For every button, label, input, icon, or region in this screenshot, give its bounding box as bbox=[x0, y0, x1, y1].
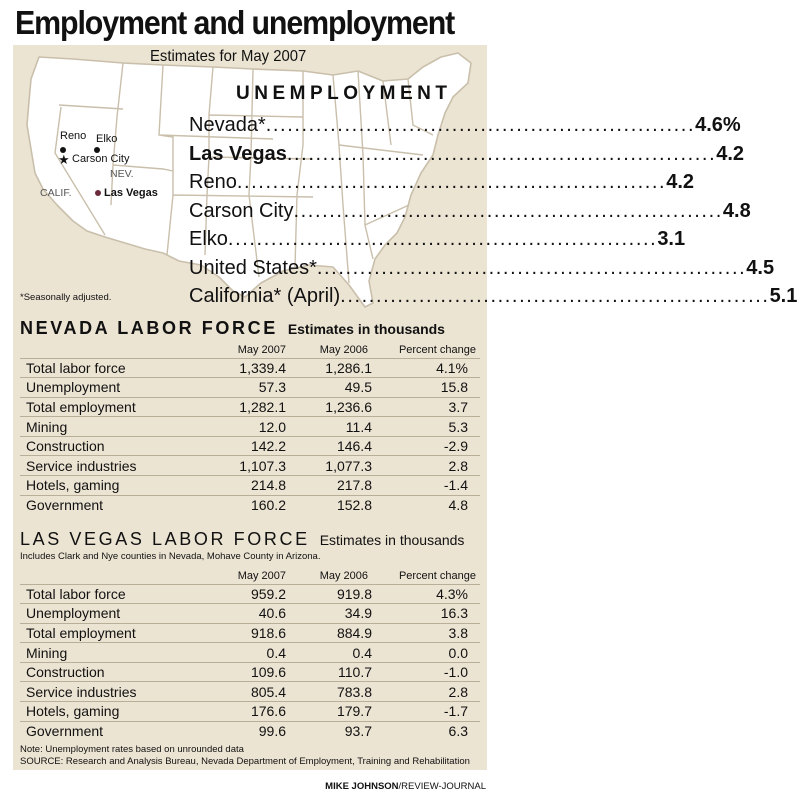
unrounded-note: Note: Unemployment rates based on unrounded data bbox=[20, 744, 244, 755]
nevada-labor-force-heading bbox=[20, 318, 445, 339]
rate-area-name: Elko bbox=[189, 228, 228, 250]
table-row bbox=[20, 702, 480, 722]
nevada-subheading: Estimates in thousands bbox=[287, 321, 445, 337]
rate-value: 4.2 bbox=[716, 142, 745, 165]
value-percent-change: 4.8 bbox=[448, 497, 468, 514]
value-may-2007: 160.2 bbox=[250, 497, 286, 514]
rate-value: 5.1 bbox=[769, 285, 797, 307]
value-may-2007: 918.6 bbox=[250, 624, 286, 641]
rate-value: 4.8 bbox=[722, 199, 751, 222]
table-row bbox=[20, 358, 480, 378]
column-header-may-2006: May 2006 bbox=[319, 343, 368, 356]
page-title: Employment and unemployment bbox=[15, 4, 455, 41]
value-may-2006: 919.8 bbox=[336, 585, 372, 602]
row-label: Government bbox=[26, 497, 104, 514]
value-may-2007: 176.6 bbox=[250, 703, 286, 720]
value-percent-change: -2.9 bbox=[443, 438, 468, 455]
rate-area-name: United States* bbox=[189, 256, 317, 279]
value-percent-change: 3.7 bbox=[448, 398, 468, 415]
rate-value: 4.6% bbox=[695, 114, 741, 136]
rate-value: 4.5 bbox=[746, 256, 775, 279]
unemployment-rate-row bbox=[189, 226, 686, 252]
value-may-2006: 146.4 bbox=[336, 438, 372, 455]
row-label: Unemployment bbox=[26, 379, 121, 396]
map-label-nevada: NEV. bbox=[110, 168, 134, 180]
unemployment-rate-row bbox=[189, 169, 695, 195]
value-percent-change: -1.4 bbox=[443, 477, 468, 494]
table-row bbox=[20, 436, 480, 456]
rate-value: 3.1 bbox=[657, 228, 686, 250]
value-percent-change: 2.8 bbox=[448, 457, 468, 474]
table-row bbox=[20, 417, 480, 437]
column-header-may-2006: May 2006 bbox=[319, 569, 368, 582]
las-vegas-heading-text: LAS VEGAS LABOR FORCE bbox=[20, 529, 310, 549]
leader-dots: ............................................................ bbox=[236, 171, 667, 193]
rate-area-name: Nevada* bbox=[189, 114, 266, 136]
value-may-2006: 11.4 bbox=[345, 418, 372, 435]
nevada-heading-text: NEVADA LABOR FORCE bbox=[20, 318, 278, 338]
row-label: Mining bbox=[26, 418, 68, 435]
table-row bbox=[20, 476, 480, 496]
value-may-2007: 805.4 bbox=[250, 683, 286, 700]
value-may-2007: 1,339.4 bbox=[239, 359, 286, 376]
row-label: Total employment bbox=[26, 624, 136, 641]
seasonal-footnote: *Seasonally adjusted. bbox=[20, 292, 112, 303]
table-header-row bbox=[20, 341, 480, 358]
leader-dots: ............................................................ bbox=[316, 256, 747, 279]
las-vegas-includes-note: Includes Clark and Nye counties in Nevada, Mohave County in Arizona. bbox=[20, 551, 321, 562]
value-may-2006: 884.9 bbox=[336, 624, 372, 641]
unemployment-rate-row bbox=[189, 141, 745, 167]
credit-org: /REVIEW-JOURNAL bbox=[398, 781, 486, 792]
value-percent-change: 16.3 bbox=[440, 605, 468, 622]
map-label-california: CALIF. bbox=[40, 187, 72, 199]
value-may-2007: 109.6 bbox=[250, 664, 286, 681]
table-row bbox=[20, 682, 480, 702]
row-label: Service industries bbox=[26, 457, 137, 474]
las-vegas-subheading: Estimates in thousands bbox=[319, 532, 465, 548]
value-percent-change: 4.3% bbox=[436, 585, 468, 602]
value-may-2007: 40.6 bbox=[258, 605, 286, 622]
unemployment-rate-row bbox=[189, 198, 751, 224]
table-row bbox=[20, 604, 480, 624]
value-may-2007: 214.8 bbox=[250, 477, 286, 494]
value-percent-change: -1.0 bbox=[443, 664, 468, 681]
row-label: Service industries bbox=[26, 683, 137, 700]
table-row bbox=[20, 643, 480, 663]
map-label-carson-city: Carson City bbox=[72, 153, 130, 165]
value-may-2007: 12.0 bbox=[258, 418, 286, 435]
las-vegas-labor-force-heading bbox=[20, 529, 464, 550]
rate-area-name: Reno bbox=[189, 171, 237, 193]
source-line: SOURCE: Research and Analysis Bureau, Nevada Department of Employment, Training and Rehabilitation bbox=[20, 756, 470, 767]
rate-value: 4.2 bbox=[666, 171, 695, 193]
row-label: Total employment bbox=[26, 398, 136, 415]
row-label: Unemployment bbox=[26, 605, 121, 622]
unemployment-rate-row bbox=[189, 112, 741, 138]
row-label: Total labor force bbox=[26, 585, 126, 602]
leader-dots: ............................................................ bbox=[227, 228, 658, 250]
rate-area-name: California* (April) bbox=[189, 285, 341, 307]
table-header-row bbox=[20, 567, 480, 584]
page-subtitle: Estimates for May 2007 bbox=[150, 48, 307, 65]
value-may-2007: 99.6 bbox=[258, 723, 286, 740]
leader-dots: ............................................................ bbox=[265, 114, 696, 136]
value-may-2006: 1,236.6 bbox=[325, 398, 372, 415]
value-may-2006: 217.8 bbox=[336, 477, 372, 494]
value-percent-change: 6.3 bbox=[448, 723, 468, 740]
column-header-percent-change: Percent change bbox=[398, 569, 476, 582]
column-header-may-2007: May 2007 bbox=[237, 343, 286, 356]
table-row bbox=[20, 397, 480, 417]
value-may-2007: 142.2 bbox=[250, 438, 286, 455]
leader-dots: ............................................................ bbox=[340, 285, 770, 307]
value-may-2006: 1,077.3 bbox=[325, 457, 372, 474]
map-label-reno: Reno bbox=[60, 130, 87, 142]
column-header-percent-change: Percent change bbox=[398, 343, 476, 356]
value-may-2006: 179.7 bbox=[336, 703, 372, 720]
value-percent-change: 15.8 bbox=[440, 379, 468, 396]
unemployment-rate-row bbox=[189, 283, 797, 309]
value-may-2006: 34.9 bbox=[344, 605, 372, 622]
value-may-2006: 783.8 bbox=[336, 683, 372, 700]
leader-dots: ............................................................ bbox=[293, 199, 723, 222]
rate-area-name: Las Vegas bbox=[189, 142, 287, 165]
row-label: Mining bbox=[26, 644, 68, 661]
column-header-may-2007: May 2007 bbox=[237, 569, 286, 582]
value-may-2006: 0.4 bbox=[352, 644, 372, 661]
column-label-spacer bbox=[20, 567, 190, 584]
table-row bbox=[20, 456, 480, 476]
row-label: Construction bbox=[26, 664, 105, 681]
value-may-2007: 1,282.1 bbox=[239, 398, 286, 415]
nevada-labor-force-table bbox=[20, 341, 480, 515]
value-may-2007: 0.4 bbox=[266, 644, 286, 661]
table-row bbox=[20, 584, 480, 604]
value-percent-change: 2.8 bbox=[448, 683, 468, 700]
value-may-2007: 959.2 bbox=[250, 585, 286, 602]
table-row bbox=[20, 378, 480, 398]
row-label: Hotels, gaming bbox=[26, 477, 120, 494]
value-may-2006: 49.5 bbox=[344, 379, 372, 396]
column-label-spacer bbox=[20, 341, 190, 358]
value-may-2007: 57.3 bbox=[258, 379, 286, 396]
value-percent-change: 4.1% bbox=[436, 359, 468, 376]
row-label: Government bbox=[26, 723, 104, 740]
capital-star-icon: ★ bbox=[58, 152, 70, 167]
table-row bbox=[20, 721, 480, 741]
map-label-las-vegas: Las Vegas bbox=[104, 187, 158, 199]
credit-name: MIKE JOHNSON bbox=[325, 781, 399, 792]
value-percent-change: -1.7 bbox=[443, 703, 468, 720]
rate-area-name: Carson City bbox=[189, 199, 294, 222]
value-percent-change: 5.3 bbox=[448, 418, 468, 435]
table-row bbox=[20, 662, 480, 682]
unemployment-heading: UNEMPLOYMENT bbox=[236, 83, 452, 104]
value-may-2006: 93.7 bbox=[344, 723, 372, 740]
value-percent-change: 3.8 bbox=[448, 624, 468, 641]
table-row bbox=[20, 623, 480, 643]
leader-dots: ............................................................ bbox=[286, 142, 717, 165]
value-may-2006: 1,286.1 bbox=[325, 359, 372, 376]
map-label-elko: Elko bbox=[96, 133, 118, 145]
las-vegas-dot bbox=[95, 190, 101, 196]
unemployment-rate-row bbox=[189, 255, 775, 281]
row-label: Hotels, gaming bbox=[26, 703, 120, 720]
row-label: Construction bbox=[26, 438, 105, 455]
value-may-2007: 1,107.3 bbox=[239, 457, 286, 474]
row-label: Total labor force bbox=[26, 359, 126, 376]
value-may-2006: 110.7 bbox=[338, 664, 372, 681]
las-vegas-labor-force-table bbox=[20, 567, 480, 741]
table-row bbox=[20, 495, 480, 515]
value-may-2006: 152.8 bbox=[336, 497, 372, 514]
credit-line bbox=[325, 781, 486, 792]
value-percent-change: 0.0 bbox=[448, 644, 468, 661]
